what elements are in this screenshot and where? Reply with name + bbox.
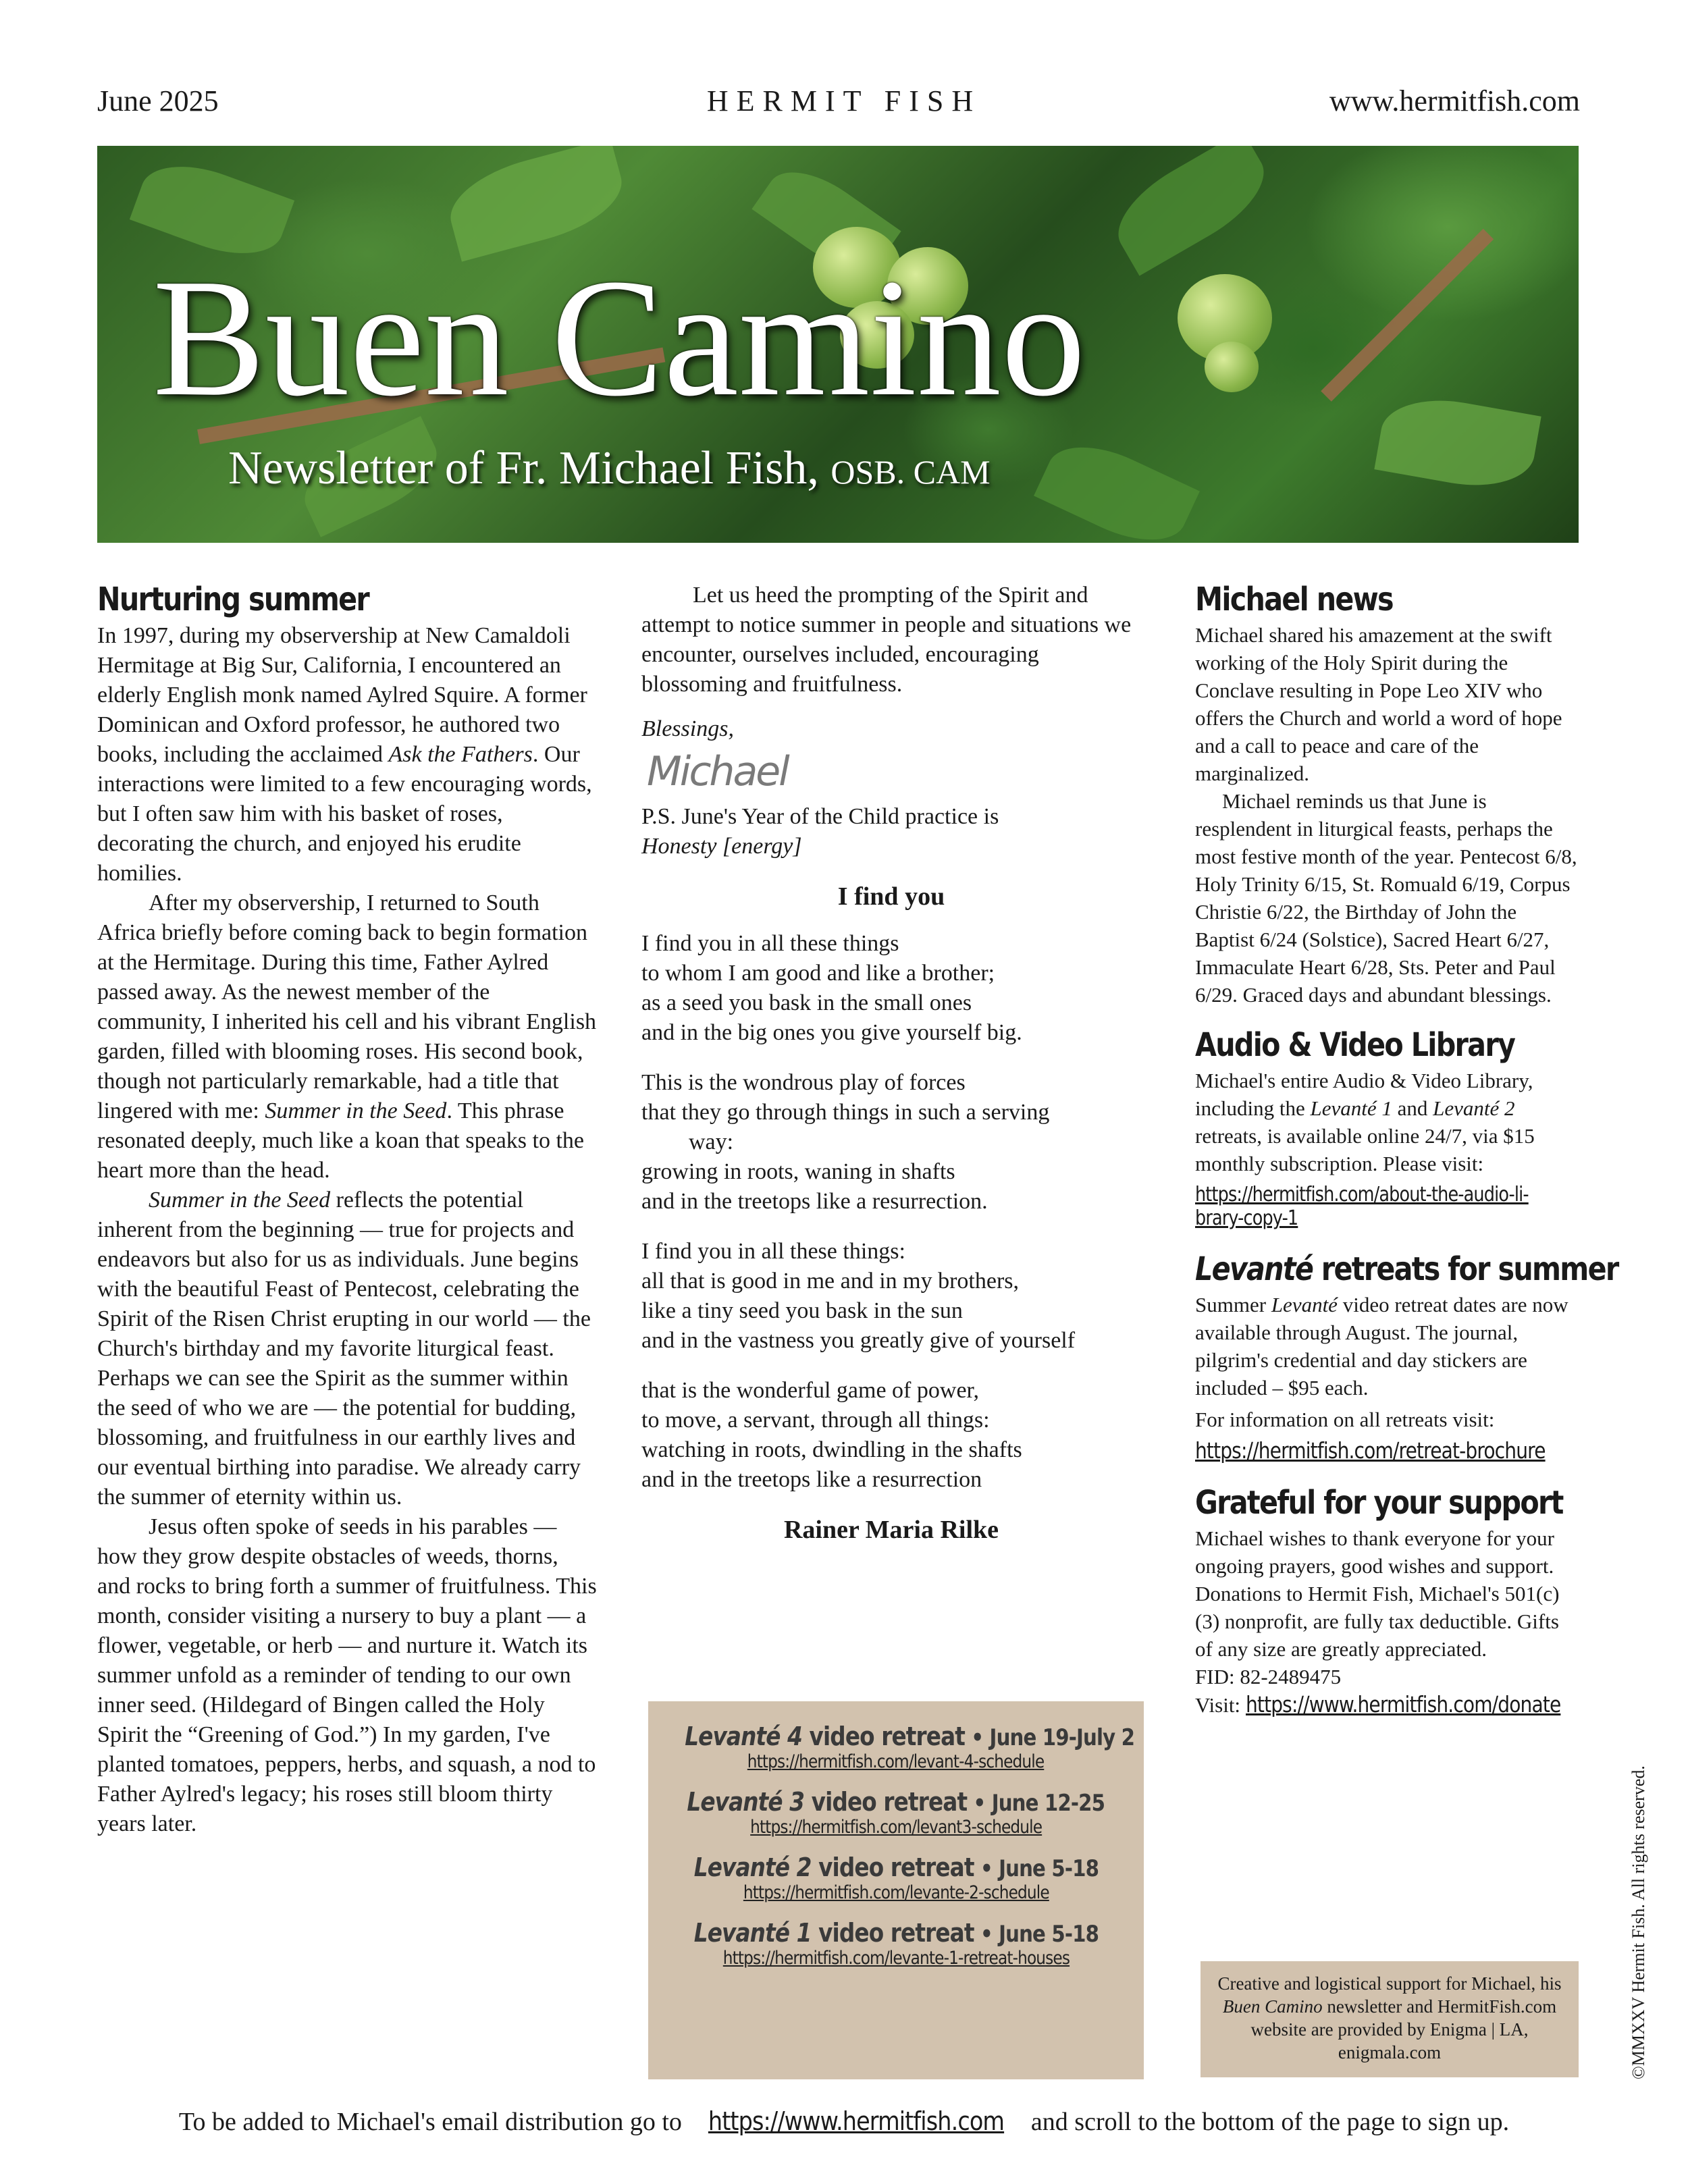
news-paragraph: Michael shared his amazement at the swift working of the Holy Spirit during the Conclave resulting in Pope Leo XIV who offers the Church and world a word of hope and a call to peace and care of the marginalized. <box>1195 623 1562 785</box>
av-library-link-cont[interactable]: brary-copy-1 <box>1195 1206 1298 1230</box>
support-heading: Grateful for your support <box>1195 1484 1563 1522</box>
footer-signup: To be added to Michael's email distribution go to https://www.hermitfish.com and scroll to the bottom of the page to sign up. <box>178 2106 1510 2136</box>
av-library-paragraph: Michael's entire Audio & Video Library, including the Levanté 1 and Levanté 2 retreats, is available online 24/7, via $15 monthly subscription. Please visit: <box>1195 1069 1535 1175</box>
retreat-link[interactable]: https://hermitfish.com/levant-4-schedule <box>747 1751 1045 1772</box>
copyright-notice: ©MMXXV Hermit Fish. All rights reserved. <box>1629 1765 1648 2079</box>
poem-author: Rainer Maria Rilke <box>783 1516 999 1544</box>
news-heading: Michael news <box>1195 581 1393 618</box>
website-link[interactable]: www.hermitfish.com <box>1329 84 1580 117</box>
brand-name: HERMIT FISH <box>706 84 982 117</box>
retreat-brochure-link[interactable]: https://hermitfish.com/retreat-brochure <box>1195 1437 1546 1464</box>
article-paragraph: Jesus often spoke of seeds in his parables — how they grow despite obstacles of weeds, thorns, and rocks to bring forth a summer of fruitfulness. This month, consider visiting a nursery to buy a plant — a flower, vegetable, or herb — and nurture it. Watch its summer unfold as a reminder of tending to our own inner seed. (Hildegard of Bingen called the Holy Spirit the “Greening of God.”) In my garden, I've planted tomatoes, peppers, herbs, and squash, a nod to Father Aylred's legacy; his roses still bloom thirty years later. <box>97 1514 597 1836</box>
subtitle-order: OSB. CAM <box>830 453 991 491</box>
postscript: P.S. June's Year of the Child practice is <box>641 804 999 829</box>
poem-line: and in the treetops like a resurrection. <box>641 1189 988 1214</box>
poem-line: watching in roots, dwindling in the shafts <box>641 1437 1022 1462</box>
retreat-title: Levanté 3 video retreat • June 12-25 <box>687 1787 1105 1817</box>
poem-line: This is the wondrous play of forces <box>641 1070 966 1095</box>
retreat-item <box>648 1853 1144 1903</box>
fid-number: FID: 82-2489475 <box>1195 1665 1342 1688</box>
newsletter-subtitle <box>228 442 991 496</box>
poem-line: way: <box>689 1129 734 1154</box>
retreat-title: Levanté 4 video retreat • June 19-July 2 <box>685 1722 1135 1751</box>
retreat-item <box>648 1722 1144 1772</box>
poem-stanza <box>641 929 1141 1048</box>
article-heading: Nurturing summer <box>97 581 369 618</box>
donate-link[interactable]: https://www.hermitfish.com/donate <box>1245 1691 1561 1717</box>
retreat-item <box>648 1787 1144 1838</box>
support-paragraph: Michael wishes to thank everyone for your ongoing prayers, good wishes and support. Donations to Hermit Fish, Michael's 501(c)(3) nonprofit, are fully tax deductible. Gifts of any size are greatly appreciated. <box>1195 1526 1560 1661</box>
poem-line: I find you in all these things: <box>641 1239 905 1264</box>
news-paragraph: Michael reminds us that June is resplendent in liturgical feasts, perhaps the most festive month of the year. Pentecost 6/8, Holy Trinity 6/15, St. Romuald 6/19, Corpus Christie 6/22, the Birthday of John the Baptist 6/24 (Solstice), Sacred Heart 6/27, Immaculate Heart 6/28, Sts. Peter and Paul 6/29. Graced days and abundant blessings. <box>1195 789 1577 1007</box>
banner-image <box>97 146 1579 543</box>
article-paragraph: Summer in the Seed reflects the potential inherent from the beginning — true for projects and endeavors but also for us as individuals. June begins with the beautiful Feast of Pentecost, celebrating the Spirit of the Risen Christ erupting in our world — the Church's birthday and my favorite liturgical feast. Perhaps we can see the Spirit as the summer within the seed of who we are — the potential for budding, blossoming, and fruitfulness in our earthly lives and our eventual birthing into paradise. We already carry the summer of eternity within us. <box>97 1188 591 1510</box>
article-continued <box>641 581 1141 1545</box>
closing-salutation: Blessings, <box>641 716 734 741</box>
credits-box: Creative and logistical support for Michael, his Buen Camino newsletter and HermitFish.com website are provided by Enigma | LA, enigmala.com <box>1201 1961 1579 2077</box>
newsletter-title: Buen Camino <box>153 244 1086 431</box>
poem-line: as a seed you bask in the small ones <box>641 990 972 1015</box>
poem-line: to move, a servant, through all things: <box>641 1408 990 1433</box>
issue-date: June 2025 <box>97 84 219 117</box>
subtitle-text: Newsletter of Fr. Michael Fish, <box>228 442 819 494</box>
poem-line: and in the vastness you greatly give of yourself <box>641 1328 1076 1353</box>
levante-paragraph: Summer Levanté video retreat dates are now available through August. The journal, pilgrim's credential and day stickers are included – $95 each. <box>1195 1293 1568 1400</box>
retreat-title: Levanté 2 video retreat • June 5-18 <box>693 1853 1099 1882</box>
retreat-link[interactable]: https://hermitfish.com/levante-1-retreat-houses <box>722 1948 1070 1969</box>
poem-line: that is the wonderful game of power, <box>641 1378 979 1403</box>
levante-info: For information on all retreats visit: <box>1195 1408 1495 1431</box>
poem-title: I find you <box>837 882 945 911</box>
av-library-link[interactable]: https://hermitfish.com/about-the-audio-li- <box>1195 1183 1529 1206</box>
poem-line: and in the treetops like a resurrection <box>641 1467 982 1492</box>
retreat-link[interactable]: https://hermitfish.com/levant3-schedule <box>750 1817 1042 1838</box>
poem-line: growing in roots, waning in shafts <box>641 1159 955 1184</box>
article-paragraph: Let us heed the prompting of the Spirit and attempt to notice summer in people and situations we encounter, ourselves included, encouraging blossoming and fruitfulness. <box>641 583 1132 697</box>
poem-stanza <box>641 1068 1141 1217</box>
donate-line: Visit: https://www.hermitfish.com/donate <box>1195 1691 1561 1717</box>
retreat-title: Levanté 1 video retreat • June 5-18 <box>693 1918 1099 1948</box>
poem-stanza <box>641 1376 1141 1495</box>
article-paragraph: In 1997, during my observership at New Camaldoli Hermitage at Big Sur, California, I encountered an elderly English monk named Aylred Squire. A former Dominican and Oxford professor, he authored two books, including the acclaimed Ask the Fathers. Our interactions were limited to a few encouraging words, but I often saw him with his basket of roses, decorating the church, and enjoyed his erudite homilies. <box>97 623 592 886</box>
poem-stanza <box>641 1237 1141 1356</box>
postscript-practice: Honesty [energy] <box>641 834 802 859</box>
article-nurturing-summer <box>97 581 597 1839</box>
poem-line: all that is good in me and in my brothers, <box>641 1269 1020 1294</box>
sidebar-news <box>1195 581 1618 1719</box>
av-library-heading: Audio & Video Library <box>1195 1026 1515 1064</box>
poem-line: that they go through things in such a serving <box>641 1100 1050 1125</box>
retreat-item <box>648 1918 1144 1969</box>
article-paragraph: After my observership, I returned to South Africa briefly before coming back to begin formation at the Hermitage. During this time, Father Aylred passed away. As the newest member of the community, I inherited his cell and his vibrant English garden, filled with blooming roses. His second book, though not particularly remarkable, had a title that lingered with me: Summer in the Seed. This phrase resonated deeply, much like a koan that speaks to the heart more than the head. <box>97 890 597 1183</box>
retreat-link[interactable]: https://hermitfish.com/levante-2-schedule <box>743 1882 1049 1903</box>
poem-line: and in the big ones you give yourself big. <box>641 1020 1022 1045</box>
levante-heading: Levanté retreats for summer <box>1195 1250 1618 1288</box>
signature: Michael <box>647 748 788 795</box>
poem-line: I find you in all these things <box>641 931 899 956</box>
poem-line: like a tiny seed you bask in the sun <box>641 1298 963 1323</box>
retreat-schedule-box <box>648 1701 1144 2079</box>
poem-line: to whom I am good and like a brother; <box>641 961 995 986</box>
footer-link[interactable]: https://www.hermitfish.com <box>708 2106 1005 2136</box>
